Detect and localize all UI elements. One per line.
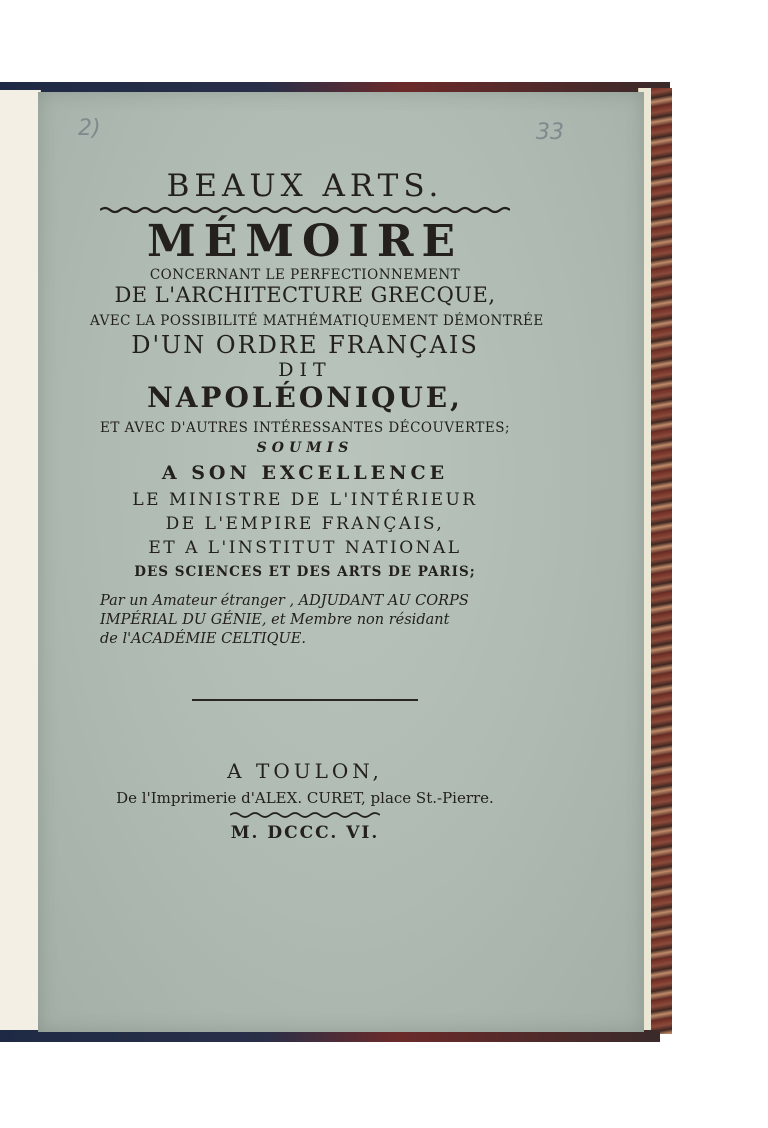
imprint-place: A TOULON, <box>227 759 383 783</box>
author-line-1: Par un Amateur étranger , ADJUDANT AU CORPS <box>100 593 469 609</box>
author-line-2: IMPÉRIAL DU GÉNIE, et Membre non résidant <box>100 612 450 628</box>
pencil-mark-right: 33 <box>536 120 564 145</box>
subtitle-avec: AVEC LA POSSIBILITÉ MATHÉMATIQUEMENT DÉMONTRÉE <box>90 313 544 329</box>
dedication-excellence: A SON EXCELLENCE <box>161 462 449 484</box>
dedication-institut: ET A L'INSTITUT NATIONAL <box>148 538 462 558</box>
endpaper <box>0 90 41 1032</box>
subtitle-autres: ET AVEC D'AUTRES INTÉRESSANTES DÉCOUVERTES; <box>99 420 511 436</box>
author-statement <box>90 592 520 649</box>
title-page <box>90 160 544 843</box>
subtitle-napoleonique: NAPOLÉONIQUE, <box>147 381 463 414</box>
section-heading: BEAUX ARTS. <box>166 168 444 204</box>
dedication-empire: DE L'EMPIRE FRANÇAIS, <box>165 514 445 534</box>
wavy-rule <box>100 206 510 214</box>
imprint-printer: De l'Imprimerie d'ALEX. CURET, place St.-Pierre. <box>116 789 494 807</box>
dedication-ministre: LE MINISTRE DE L'INTÉRIEUR <box>132 490 478 510</box>
pencil-mark-left: 2) <box>78 116 101 141</box>
divider-rule <box>192 699 418 701</box>
subtitle-soumis: SOUMIS <box>256 440 354 456</box>
subtitle-concernant: CONCERNANT LE PERFECTIONNEMENT <box>149 267 461 283</box>
main-title: MÉMOIRE <box>147 216 463 267</box>
imprint-date: M. DCCC. VI. <box>230 823 380 843</box>
subtitle-dit: DIT <box>278 359 332 381</box>
dedication-sciences: DES SCIENCES ET DES ARTS DE PARIS; <box>134 564 476 580</box>
author-line-3: de l'ACADÉMIE CELTIQUE. <box>100 631 306 647</box>
subtitle-ordre: D'UN ORDRE FRANÇAIS <box>131 331 479 359</box>
subtitle-architecture: DE L'ARCHITECTURE GRECQUE, <box>114 283 496 307</box>
imprint-ornament <box>230 811 380 819</box>
